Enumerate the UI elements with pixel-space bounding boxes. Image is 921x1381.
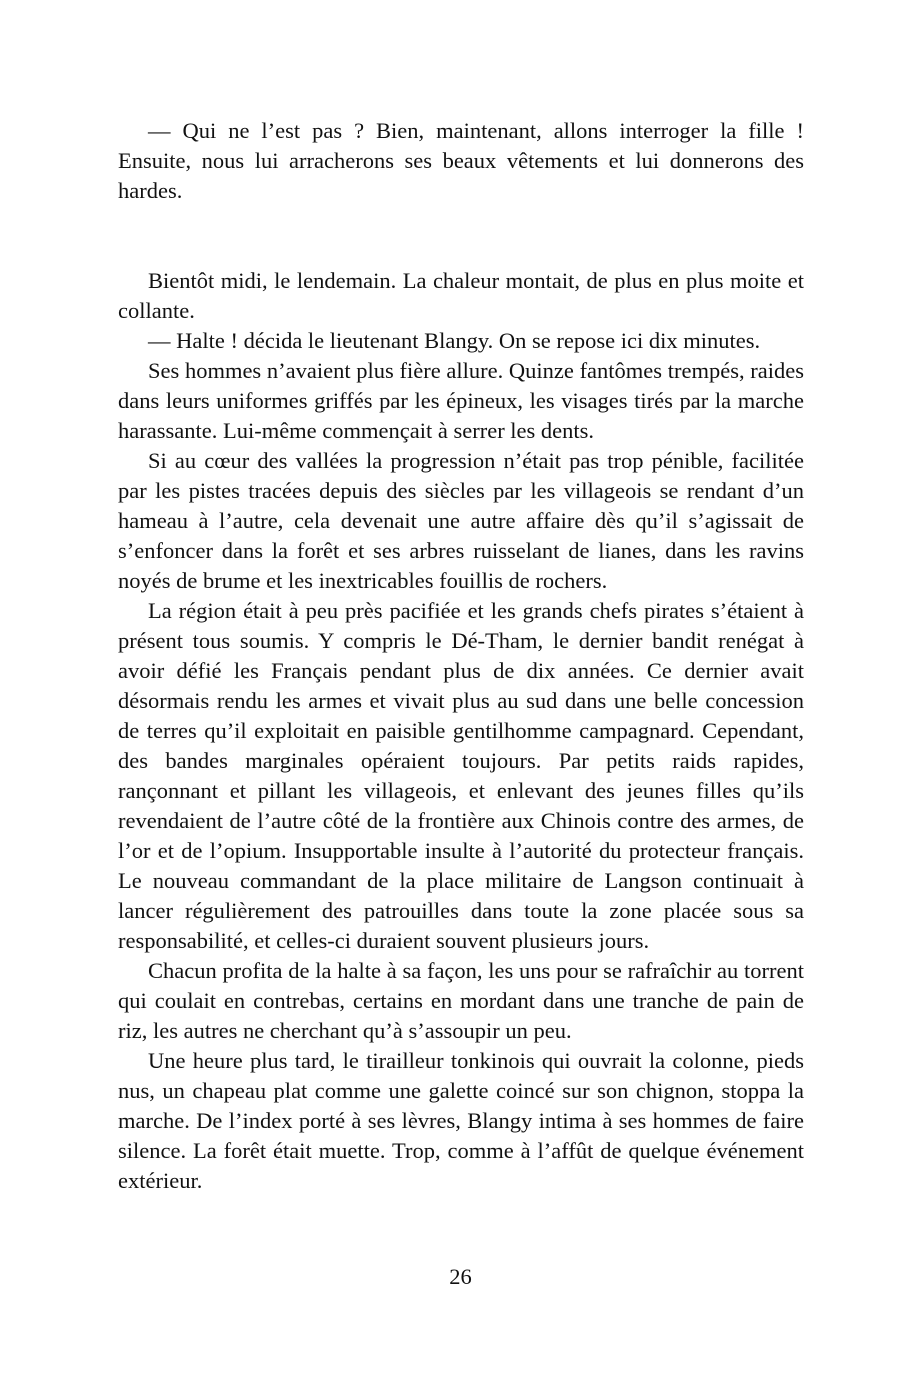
paragraph-hommes: Ses hommes n’avaient plus fière allure. Quinze fantômes trempés, raides dans leurs uniformes griffés par les épineux, les visages tirés par la marche harassante. Lui-même commençait à serrer les dents. <box>118 358 804 443</box>
page-body <box>118 116 804 1196</box>
paragraph-tirailleur: Une heure plus tard, le tirailleur tonkinois qui ouvrait la colonne, pieds nus, un chapeau plat comme une galette coincé sur son chignon, stoppa la marche. De l’index porté à ses lèvres, Blangy intima à ses hommes de faire silence. La forêt était muette. Trop, comme à l’affût de quelque événement extérieur. <box>118 1048 804 1193</box>
section-break <box>118 206 804 266</box>
page-number: 26 <box>449 1264 472 1289</box>
paragraph-vallees: Si au cœur des vallées la progression n’était pas trop pénible, facilitée par les pistes tracées depuis des siècles par les villageois se rendant d’un hameau à l’autre, cela devenait une autre affaire dès qu’il s’agissait de s’enfoncer dans la forêt et ses arbres ruisselant de lianes, dans les ravins noyés de brume et les inextricables fouillis de rochers. <box>118 448 804 593</box>
paragraph-dialogue-fille: — Qui ne l’est pas ? Bien, maintenant, allons interroger la fille ! Ensuite, nous lui arracherons ses beaux vêtements et lui donnerons des hardes. <box>118 118 804 203</box>
paragraph-halte: — Halte ! décida le lieutenant Blangy. On se repose ici dix minutes. <box>148 328 761 353</box>
paragraph-region: La région était à peu près pacifiée et les grands chefs pirates s’étaient à présent tous soumis. Y compris le Dé-Tham, le dernier bandit renégat à avoir défié les Français pendant plus de dix années. Ce dernier avait désormais rendu les armes et vivait plus au sud dans une belle concession de terres qu’il exploitait en paisible gentilhomme campagnard. Cependant, des bandes marginales opéraient toujours. Par petits raids rapides, rançonnant et pillant les villageois, et enlevant des jeunes filles qu’ils revendaient de l’autre côté de la frontière aux Chinois contre des armes, de l’or et de l’opium. Insupportable insulte à l’autorité du protecteur français. Le nouveau commandant de la place militaire de Langson continuait à lancer régulièrement des patrouilles dans toute la zone placée sous sa responsabilité, et celles-ci duraient souvent plusieurs jours. <box>118 598 804 953</box>
paragraph-midi: Bientôt midi, le lendemain. La chaleur montait, de plus en plus moite et collante. <box>118 268 804 323</box>
paragraph-halte-facon: Chacun profita de la halte à sa façon, les uns pour se rafraîchir au torrent qui coulait en contrebas, certains en mordant dans une tranche de pain de riz, les autres ne cherchant qu’à s’assoupir un peu. <box>118 958 804 1043</box>
